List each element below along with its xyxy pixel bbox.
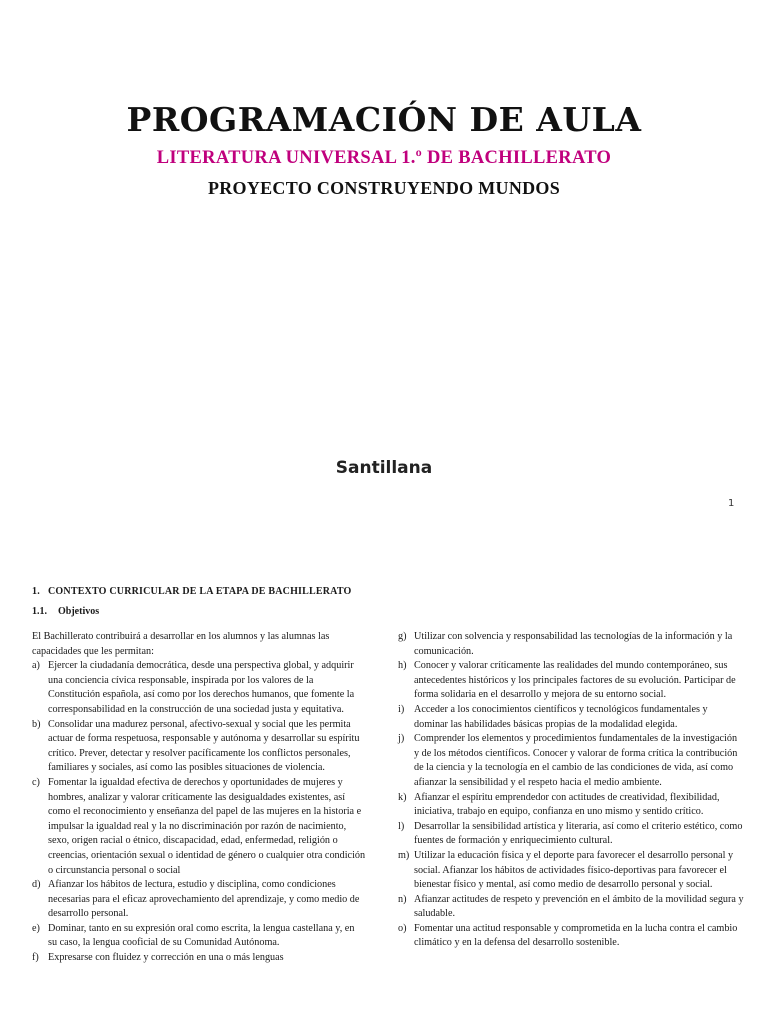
- section-number: 1.: [32, 586, 40, 597]
- objective-text: Afianzar actitudes de respeto y prevención en el ámbito de la movilidad segura y saludable.: [414, 893, 744, 920]
- objective-text: Ejercer la ciudadanía democrática, desde una perspectiva global, y adquirir una conciencia cívica responsable, inspirada por los valores de la Constitución española, así como por los derechos humanos, que fomente la corresponsabilidad en la construcción de una sociedad justa y equitativa.: [48, 660, 355, 715]
- section-title: CONTEXTO CURRICULAR DE LA ETAPA DE BACHILLERATO: [48, 586, 352, 597]
- intro-paragraph: El Bachillerato contribuirá a desarrollar en los alumnos y las alumnas las capacidades que les permitan:: [32, 631, 330, 657]
- objectives-list-left: [32, 659, 366, 965]
- page-content: [32, 586, 744, 964]
- objective-label: k): [398, 791, 407, 803]
- objective-label: n): [398, 893, 407, 905]
- objective-item: [398, 820, 744, 849]
- objective-text: Acceder a los conocimientos científicos y tecnológicos fundamentales y dominar las habilidades básicas propias de la modalidad elegida.: [414, 703, 708, 730]
- objective-label: i): [398, 703, 405, 715]
- objective-label: f): [32, 952, 39, 964]
- document-subtitle: LITERATURA UNIVERSAL 1.º DE BACHILLERATO: [156, 148, 612, 168]
- subsection-number: 1.1.: [32, 606, 47, 617]
- objective-text: Utilizar con solvencia y responsabilidad las tecnologías de la información y la comunicación.: [414, 631, 733, 657]
- objective-label: h): [398, 660, 407, 672]
- document-title: PROGRAMACIÓN DE AULA: [126, 100, 642, 139]
- objective-text: Fomentar la igualdad efectiva de derechos y oportunidades de mujeres y hombres, analizar y valorar críticamente las desigualdades existentes, así como el reconocimiento y enseñanza del papel de las mujeres en la historia e impulsar la igualdad real y la no discriminación por razón de nacimiento, sexo, origen racial o étnico, discapacidad, edad, enfermedad, religión o creencias, orientación sexual o identidad de género o cualquier otra condición o circunstancia personal o social: [48, 776, 366, 876]
- objective-text: Expresarse con fluidez y corrección en una o más lenguas: [48, 952, 284, 964]
- objective-label: l): [398, 820, 405, 832]
- project-name: PROYECTO CONSTRUYENDO MUNDOS: [207, 178, 561, 198]
- objective-text: Conocer y valorar críticamente las realidades del mundo contemporáneo, sus antecedentes históricos y los principales factores de su evolución. Participar de forma solidaria en el desarrollo y mejora de su entorno social.: [414, 660, 736, 701]
- section-heading: [32, 586, 744, 604]
- page-number: 1: [728, 498, 735, 509]
- objective-item: [398, 849, 744, 893]
- objective-label: m): [398, 849, 410, 861]
- objective-label: g): [398, 631, 407, 642]
- objective-item: [32, 718, 366, 776]
- objective-text: Consolidar una madurez personal, afectivo-sexual y social que les permita actuar de forma respetuosa, responsable y autónoma y desarrollar su espíritu crítico. Prever, detectar y resolver pacíficamente los conflictos personales, familiares y sociales, así como las posibles situaciones de violencia.: [48, 718, 360, 774]
- objective-text: Afianzar el espíritu emprendedor con actitudes de creatividad, flexibilidad, iniciativa, trabajo en equipo, confianza en uno mismo y sentido crítico.: [414, 791, 720, 818]
- objective-label: c): [32, 776, 40, 788]
- right-column: [398, 630, 744, 951]
- objective-item: [32, 878, 366, 922]
- objective-label: e): [32, 922, 40, 934]
- objective-label: d): [32, 879, 41, 891]
- subsection-heading: [32, 604, 744, 624]
- objectives-list-right: [398, 630, 744, 951]
- objective-item: [398, 791, 744, 820]
- objective-item: [398, 922, 744, 951]
- objective-label: b): [32, 718, 41, 730]
- objective-item: [32, 951, 366, 966]
- objective-text: Comprender los elementos y procedimientos fundamentales de la investigación y de los métodos científicos. Conocer y valorar de forma crítica la contribución de la ciencia y la tecnología en el cambio de las condiciones de vida, así como afianzar la sensibilidad y el respeto hacia el medio ambiente.: [414, 733, 738, 788]
- objective-item: [398, 732, 744, 790]
- objective-item: [398, 703, 744, 732]
- objective-item: [32, 659, 366, 717]
- objective-item: [398, 659, 744, 703]
- objective-label: o): [398, 922, 407, 934]
- objective-text: Dominar, tanto en su expresión oral como escrita, la lengua castellana y, en su caso, la lengua cooficial de su Comunidad Autónoma.: [48, 922, 355, 949]
- publisher-logo: Santillana: [335, 458, 433, 478]
- objective-item: [32, 922, 366, 951]
- objective-item: [398, 630, 744, 659]
- objective-item: [398, 893, 744, 922]
- objective-text: Fomentar una actitud responsable y comprometida en la lucha contra el cambio climático y en la defensa del desarrollo sostenible.: [414, 922, 738, 949]
- objective-item: [32, 776, 366, 878]
- objective-text: Desarrollar la sensibilidad artística y literaria, así como el criterio estético, como fuentes de formación y enriquecimiento cultural.: [414, 820, 743, 847]
- objective-label: a): [32, 660, 40, 672]
- subsection-title: Objetivos: [58, 606, 100, 617]
- left-column: [32, 630, 366, 966]
- objective-text: Utilizar la educación física y el deporte para favorecer el desarrollo personal y social. Afianzar los hábitos de actividades físico-deportivas para favorecer el bienestar físico y mental, así como medio de desarrollo personal y social.: [414, 849, 734, 891]
- objective-label: j): [398, 733, 405, 745]
- objective-text: Afianzar los hábitos de lectura, estudio y disciplina, como condiciones necesarias para el eficaz aprovechamiento del aprendizaje, y como medio de desarrollo personal.: [48, 879, 360, 920]
